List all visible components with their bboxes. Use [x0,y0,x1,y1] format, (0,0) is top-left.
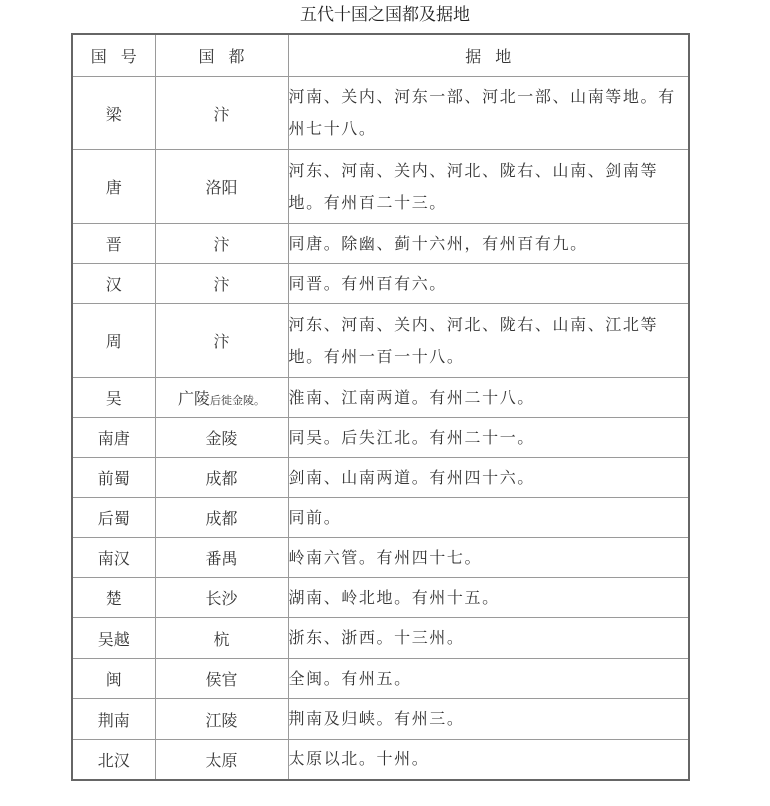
cell-territory: 同前。 [288,498,689,538]
table-row [72,538,689,578]
cell-capital: 杭 [155,618,288,659]
header-name: 国号 [72,34,155,77]
cell-capital: 汴 [155,264,288,304]
cell-capital: 广陵后徙金陵。 [155,378,288,418]
cell-territory: 淮南、江南两道。有州二十八。 [288,378,689,418]
table-row [72,498,689,538]
cell-name: 梁 [72,77,155,150]
cell-capital: 洛阳 [155,150,288,224]
table-row [72,150,689,224]
cell-capital: 侯官 [155,659,288,699]
cell-capital: 金陵 [155,418,288,458]
cell-name: 吴越 [72,618,155,659]
header-territory: 据地 [288,34,689,77]
cell-territory: 河南、关内、河东一部、河北一部、山南等地。有州七十八。 [288,77,689,150]
cell-territory: 岭南六管。有州四十七。 [288,538,689,578]
cell-capital: 长沙 [155,578,288,618]
cell-territory: 同唐。除幽、蓟十六州，有州百有九。 [288,224,689,264]
cell-name: 晋 [72,224,155,264]
table-row [72,304,689,378]
kingdoms-table [71,33,690,781]
cell-capital: 汴 [155,304,288,378]
cell-name: 荆南 [72,699,155,740]
capital-note: 后徙金陵。 [210,394,265,407]
cell-name: 南唐 [72,418,155,458]
cell-territory: 河东、河南、关内、河北、陇右、山南、剑南等地。有州百二十三。 [288,150,689,224]
cell-name: 周 [72,304,155,378]
table-title: 五代十国之国都及据地 [300,5,470,25]
cell-territory: 河东、河南、关内、河北、陇右、山南、江北等地。有州一百一十八。 [288,304,689,378]
cell-territory: 剑南、山南两道。有州四十六。 [288,458,689,498]
table-row [72,418,689,458]
cell-capital: 太原 [155,740,288,780]
cell-capital: 成都 [155,498,288,538]
cell-capital: 番禺 [155,538,288,578]
table-row [72,224,689,264]
table-row [72,264,689,304]
table-row [72,77,689,150]
cell-name: 汉 [72,264,155,304]
cell-territory: 太原以北。十州。 [288,740,689,780]
cell-name: 吴 [72,378,155,418]
cell-territory: 同晋。有州百有六。 [288,264,689,304]
cell-territory: 全闽。有州五。 [288,659,689,699]
cell-capital: 江陵 [155,699,288,740]
header-row [72,34,689,77]
table-row [72,659,689,699]
table-row [72,578,689,618]
cell-capital: 汴 [155,224,288,264]
cell-territory: 湖南、岭北地。有州十五。 [288,578,689,618]
table-row [72,378,689,418]
cell-territory: 浙东、浙西。十三州。 [288,618,689,659]
cell-name: 唐 [72,150,155,224]
cell-name: 北汉 [72,740,155,780]
table-row [72,458,689,498]
header-capital: 国都 [155,34,288,77]
table-row [72,618,689,659]
cell-name: 楚 [72,578,155,618]
cell-name: 闽 [72,659,155,699]
cell-capital: 成都 [155,458,288,498]
cell-name: 后蜀 [72,498,155,538]
cell-name: 前蜀 [72,458,155,498]
table-row [72,699,689,740]
cell-name: 南汉 [72,538,155,578]
cell-territory: 同吴。后失江北。有州二十一。 [288,418,689,458]
table-row [72,740,689,780]
cell-capital: 汴 [155,77,288,150]
cell-territory: 荆南及归峡。有州三。 [288,699,689,740]
